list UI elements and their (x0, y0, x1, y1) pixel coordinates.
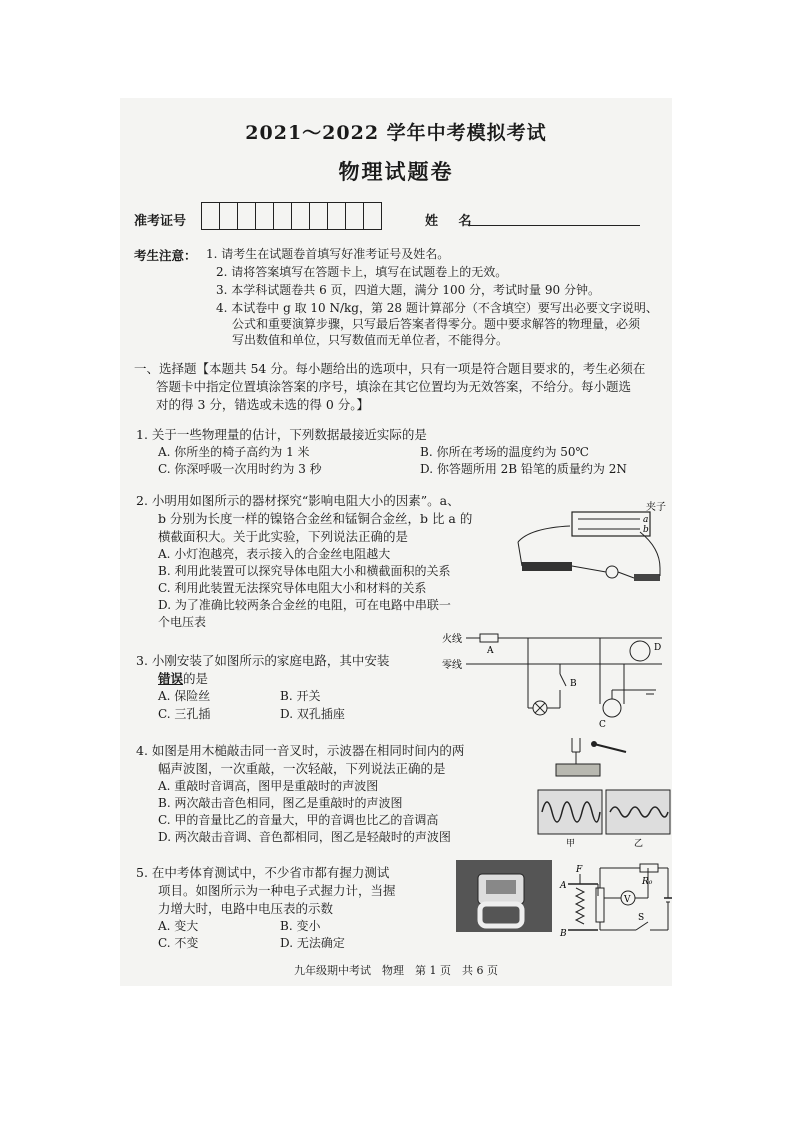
socket-c-label: C (599, 720, 606, 728)
q1-option-b[interactable]: B. 你所在考场的温度约为 50℃ (420, 445, 589, 459)
switch-s (636, 922, 648, 930)
q1-option-a[interactable]: A. 你所坐的椅子高约为 1 米 (158, 445, 310, 459)
q1-option-d[interactable]: D. 你答题所用 2B 铅笔的质量约为 2N (420, 462, 627, 476)
q4-option-b[interactable]: B. 两次敲击音色相同，图乙是重敲时的声波图 (158, 796, 403, 810)
grip-dynamometer-photo (456, 860, 552, 932)
q3-figure (440, 628, 670, 728)
switch-lever (560, 674, 566, 686)
id-cell[interactable] (309, 202, 328, 230)
lead-left (518, 526, 570, 542)
voltmeter-label: V (624, 895, 631, 905)
id-cell[interactable] (201, 202, 220, 230)
q2-figure (510, 498, 670, 608)
wire-b-label: b (643, 525, 649, 535)
notice-item: 4. 本试卷中 g 取 10 N/kg，第 28 题计算部分（不含填空）要写出必要文字说明、 (216, 301, 658, 315)
q4-option-c[interactable]: C. 甲的音量比乙的音量大，甲的音调也比乙的音调高 (158, 813, 439, 827)
q3-option-b[interactable]: B. 开关 (280, 689, 321, 703)
fuse (480, 634, 498, 642)
battery-holder (522, 562, 572, 571)
fuse-label: A (487, 646, 494, 656)
socket-d-label: D (654, 643, 662, 653)
q5-circuit (558, 858, 672, 940)
q4-stem-line2: 幅声波图，一次重敲，一次轻敲，下列说法正确的是 (158, 761, 446, 776)
q4-option-d[interactable]: D. 两次敲击音调、音色都相同，图乙是轻敲时的声波图 (158, 830, 451, 844)
q2-board (572, 512, 650, 536)
spring (576, 888, 584, 924)
id-cell[interactable] (363, 202, 382, 230)
id-cell[interactable] (255, 202, 274, 230)
q5-option-d[interactable]: D. 无法确定 (280, 936, 345, 950)
q5-option-a[interactable]: A. 变大 (158, 919, 199, 933)
exam-subtitle: 物理试题卷 (338, 160, 454, 184)
id-cell[interactable] (327, 202, 346, 230)
three-hole-socket (603, 699, 621, 717)
id-label: 准考证号 (134, 214, 187, 229)
notice-item: 写出数值和单位，只写数值而无单位者，不能得分。 (232, 333, 509, 347)
q5-stem-line1: 5. 在中考体育测试中，不少省市都有握力测试 (136, 865, 390, 880)
q5-option-b[interactable]: B. 变小 (280, 919, 321, 933)
q1-option-c[interactable]: C. 你深呼吸一次用时约为 3 秒 (158, 462, 322, 476)
q1-stem: 1. 关于一些物理量的估计，下列数据最接近实际的是 (136, 427, 427, 442)
id-cell[interactable] (219, 202, 238, 230)
q2-stem-line3: 横截面积大。关于此实验，下列说法正确的是 (158, 529, 409, 544)
q3-option-d[interactable]: D. 双孔插座 (280, 707, 345, 721)
two-hole-socket (630, 641, 650, 661)
name-line[interactable] (468, 224, 640, 226)
exam-title: 2021～2022 学年中考模拟考试 (245, 122, 547, 144)
r0-label: R₀ (642, 877, 653, 887)
switch-s-label: S (638, 913, 645, 923)
q4-stem-line1: 4. 如图是用木槌敲击同一音叉时，示波器在相同时间内的两 (136, 743, 465, 758)
page-footer: 九年级期中考试 物理 第 1 页 共 6 页 (294, 964, 498, 977)
switch (634, 574, 660, 581)
notice-item: 公式和重要演算步骤，只写最后答案者得零分。题中要求解答的物理量，必须 (232, 317, 641, 331)
exam-sheet (120, 98, 672, 986)
lead-right (640, 532, 660, 568)
q5-stem-line3: 力增大时，电路中电压表的示数 (158, 901, 334, 916)
q2-stem-line1: 2. 小明用如图所示的器材探究“影响电阻大小的因素”。a、 (136, 493, 460, 508)
q3-stem-tail: 的是 (183, 671, 209, 686)
notice-label: 考生注意： (134, 248, 197, 263)
jia-label: 甲 (566, 839, 576, 848)
force-label: F (576, 865, 583, 875)
resonator-box (556, 764, 600, 776)
mallet-icon (594, 744, 626, 752)
q3-stem-line2 (158, 670, 208, 687)
id-cell[interactable] (345, 202, 364, 230)
resistor-r0 (640, 864, 658, 872)
q3-emphasis: 错误 (158, 671, 184, 686)
live-wire-label: 火线 (442, 634, 462, 645)
neutral-wire-label: 零线 (442, 660, 462, 671)
section1-line2: 答题卡中指定位置填涂答案的序号，填涂在其它位置均为无效答案，不给分。每小题选 (156, 379, 632, 394)
id-number-boxes[interactable] (202, 202, 382, 230)
q2-option-d-cont: 个电压表 (158, 615, 207, 629)
bulb (606, 566, 618, 578)
switch-label: B (570, 679, 577, 689)
q4-figure (536, 736, 672, 848)
q2-option-b[interactable]: B. 利用此装置可以探究导体电阻大小和横截面积的关系 (158, 564, 451, 578)
q2-option-d[interactable]: D. 为了准确比较两条合金丝的电阻，可在电路中串联一 (158, 598, 451, 612)
q5-stem-line2: 项目。如图所示为一种电子式握力计，当握 (158, 883, 396, 898)
q3-option-a[interactable]: A. 保险丝 (158, 689, 211, 703)
q5-point-a-label: A (560, 881, 567, 891)
tuning-fork-icon (572, 738, 580, 764)
section1-heading: 一、选择题【本题共 54 分。每小题给出的选项中，只有一项是符合题目要求的，考生必须在 (134, 361, 646, 376)
q2-stem-line2: b 分别为长度一样的镍铬合金丝和锰铜合金丝，b 比 a 的 (158, 511, 473, 526)
id-cell[interactable] (237, 202, 256, 230)
id-cell[interactable] (291, 202, 310, 230)
q4-option-a[interactable]: A. 重敲时音调高，图甲是重敲时的声波图 (158, 779, 379, 793)
q2-option-a[interactable]: A. 小灯泡越亮，表示接入的合金丝电阻越大 (158, 547, 391, 561)
notice-item: 1. 请考生在试题卷首填写好准考证号及姓名。 (206, 247, 450, 261)
slide-rheostat (596, 888, 604, 922)
id-cell[interactable] (273, 202, 292, 230)
q5-option-c[interactable]: C. 不变 (158, 936, 199, 950)
q3-stem-line1: 3. 小刚安装了如图所示的家庭电路，其中安装 (136, 653, 390, 668)
q2-leads (518, 542, 660, 578)
q5-point-b-label: B (560, 929, 567, 939)
yi-label: 乙 (634, 839, 644, 848)
q2-option-c[interactable]: C. 利用此装置无法探究导体电阻大小和材料的关系 (158, 581, 427, 595)
notice-item: 2. 请将答案填写在答题卡上，填写在试题卷上的无效。 (216, 265, 508, 279)
wire-a-label: a (643, 515, 649, 525)
section1-line3: 对的得 3 分，错选或未选的得 0 分。】 (156, 397, 370, 412)
name-label: 姓 名 (425, 214, 480, 229)
clip-label: 夹子 (646, 502, 666, 513)
notice-item: 3. 本学科试题卷共 6 页，四道大题，满分 100 分，考试时量 90 分钟。 (216, 283, 600, 297)
q3-option-c[interactable]: C. 三孔插 (158, 707, 211, 721)
